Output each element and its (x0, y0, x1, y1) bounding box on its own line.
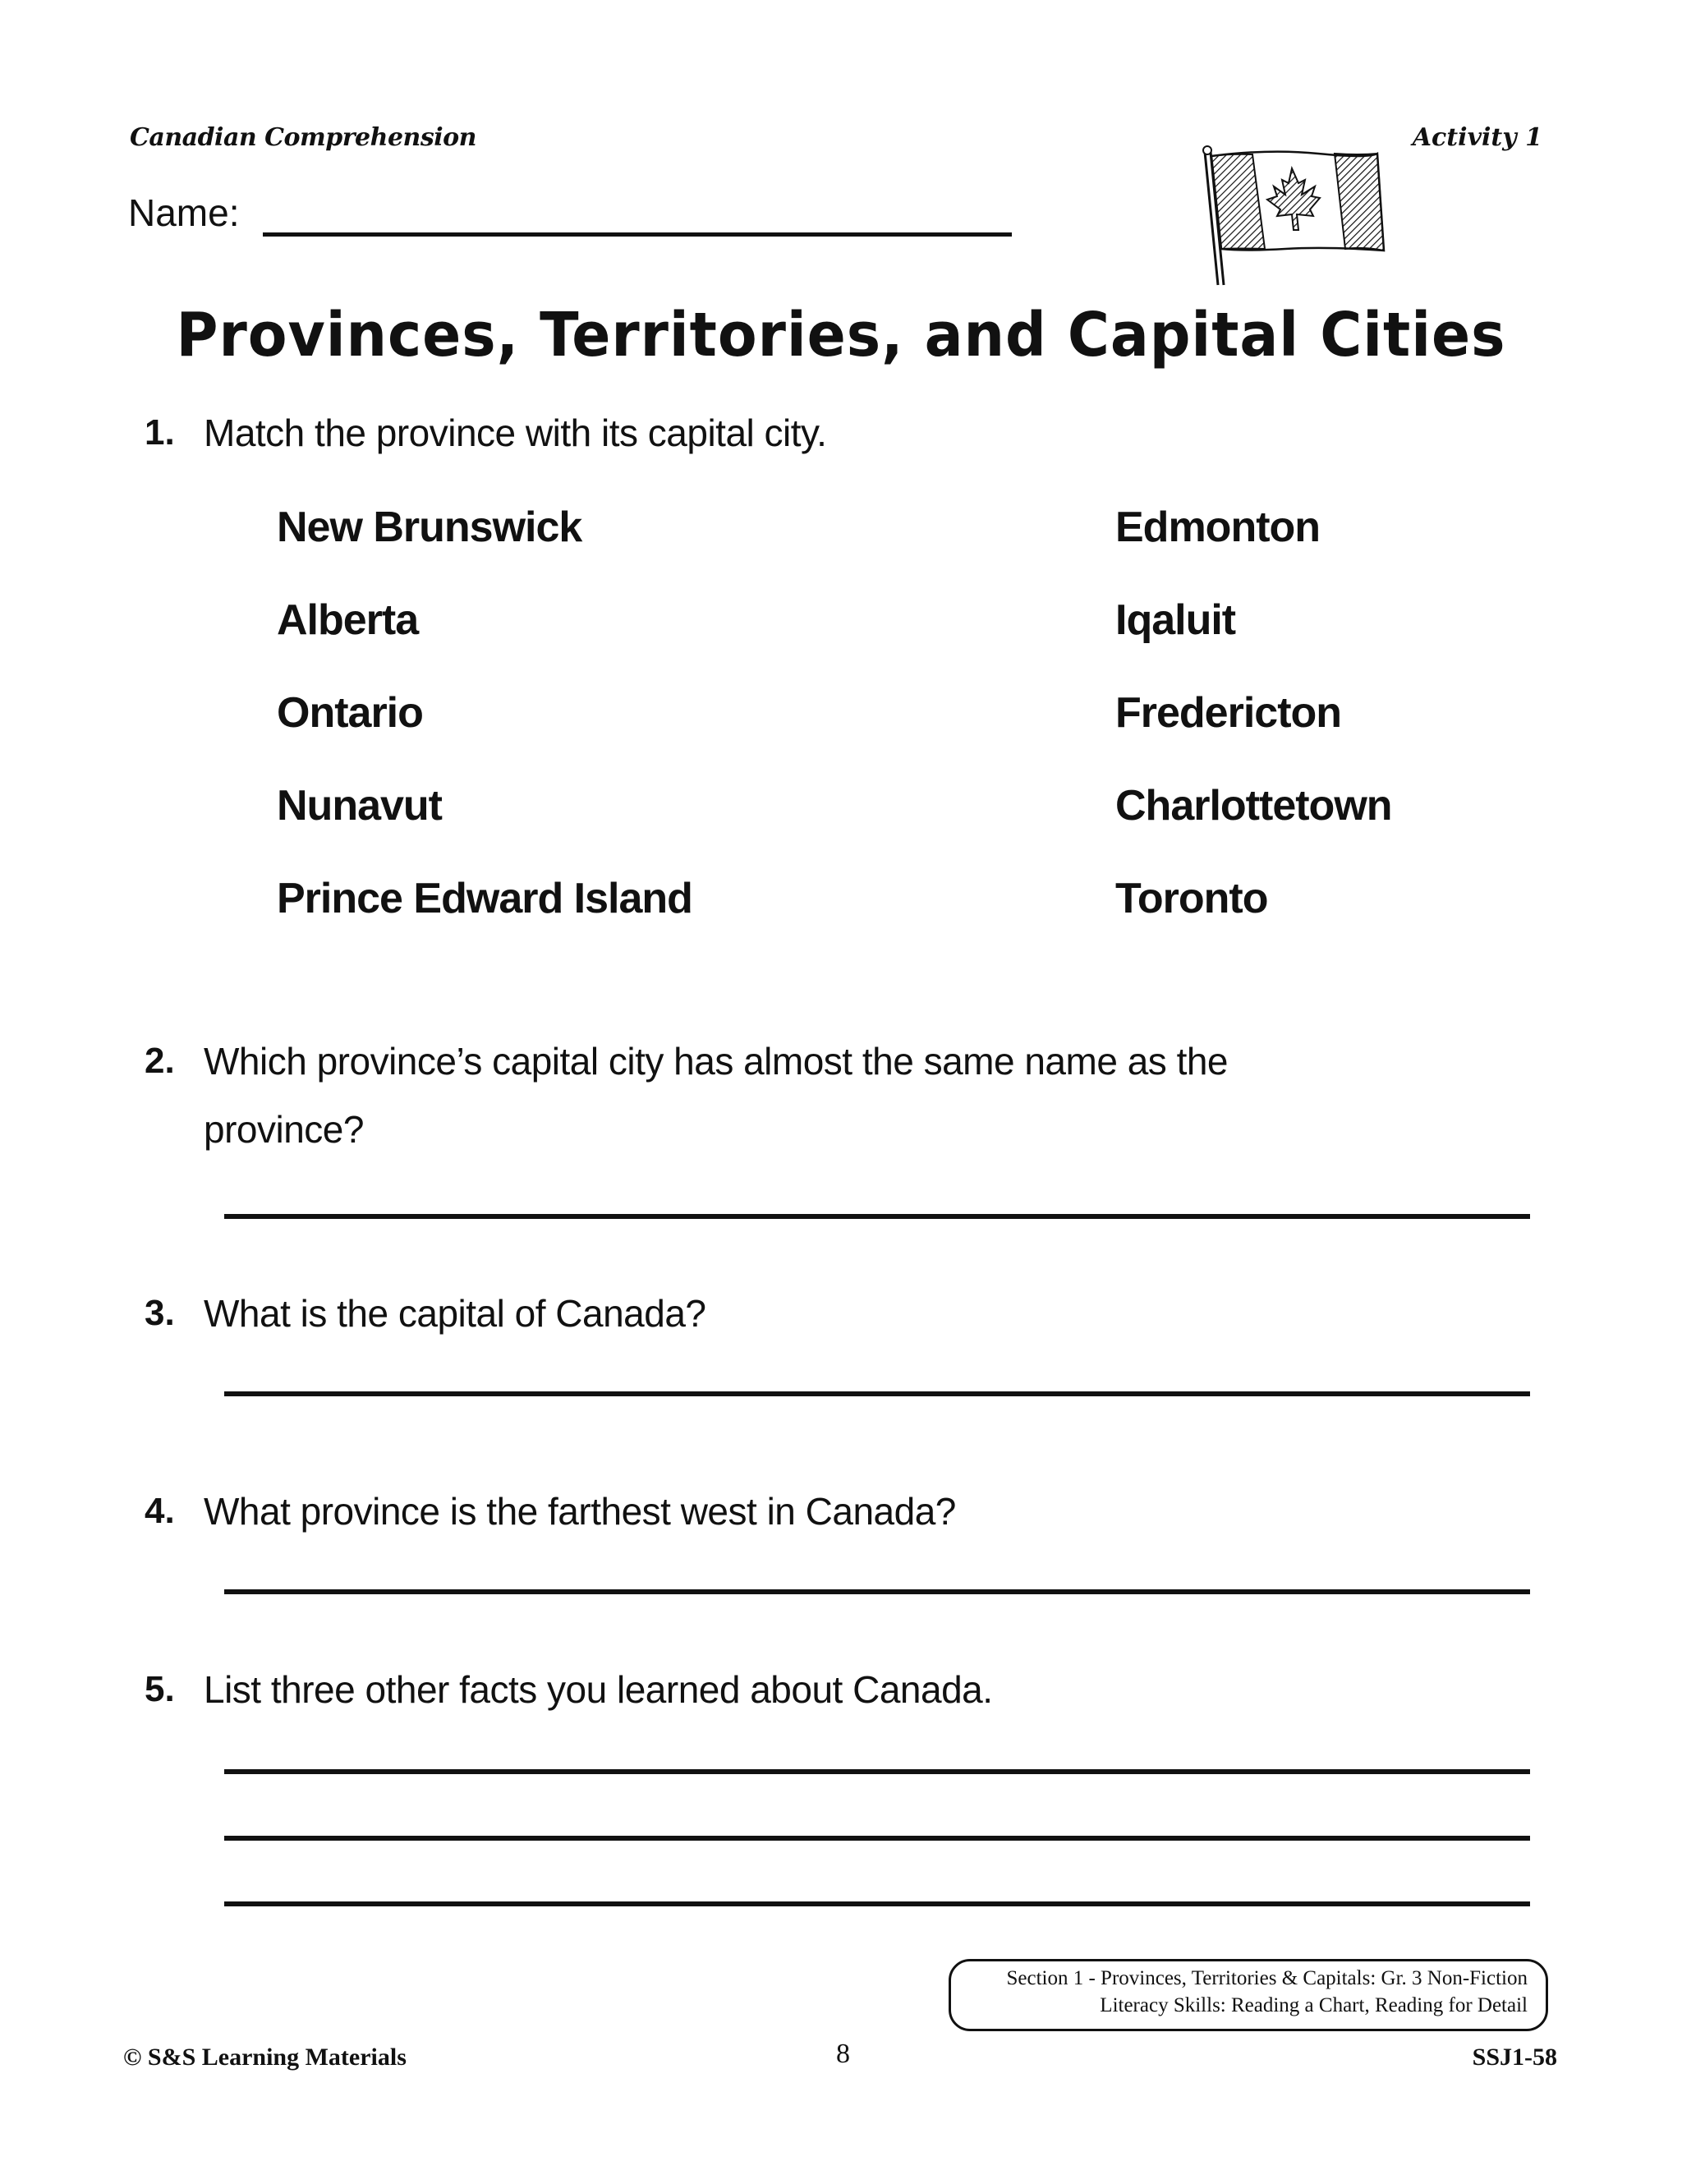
province-item: Prince Edward Island (277, 875, 692, 922)
question-4-number: 4. (145, 1491, 175, 1531)
section-info-line1: Section 1 - Provinces, Territories & Capitals: Gr. 3 Non-Fiction (1006, 1967, 1528, 1989)
activity-label: Activity 1 (1412, 123, 1542, 152)
answer-line-q4[interactable] (224, 1589, 1530, 1594)
section-info-line2: Literacy Skills: Reading a Chart, Reading for Detail (1100, 1994, 1528, 2016)
question-1-text: Match the province with its capital city. (204, 412, 827, 454)
capital-item: Fredericton (1115, 689, 1342, 737)
page-title: Provinces, Territories, and Capital Cities (176, 300, 1506, 370)
question-2-text-line1: Which province’s capital city has almost the same name as the (204, 1040, 1229, 1083)
capital-item: Edmonton (1115, 503, 1321, 551)
capital-item: Charlottetown (1115, 782, 1392, 830)
answer-line-q5-2[interactable] (224, 1836, 1530, 1841)
name-field-line[interactable] (263, 232, 1012, 237)
product-code: SSJ1-58 (1472, 2044, 1557, 2071)
capital-item: Toronto (1115, 875, 1268, 922)
answer-line-q5-1[interactable] (224, 1769, 1530, 1774)
canadian-flag-icon (1195, 144, 1392, 287)
question-5-text: List three other facts you learned about Canada. (204, 1668, 993, 1711)
section-info-box (949, 1959, 1548, 2031)
question-4-text: What province is the farthest west in Canada? (204, 1490, 956, 1533)
copyright: © S&S Learning Materials (123, 2044, 407, 2071)
question-3-text: What is the capital of Canada? (204, 1292, 706, 1335)
name-label: Name: (128, 191, 240, 234)
series-title: Canadian Comprehension (130, 123, 476, 152)
answer-line-q5-3[interactable] (224, 1901, 1530, 1906)
answer-line-q2[interactable] (224, 1214, 1530, 1219)
question-2-number: 2. (145, 1041, 175, 1081)
page-number: 8 (836, 2039, 850, 2069)
capital-item: Iqaluit (1115, 596, 1236, 644)
province-item: Alberta (277, 596, 419, 644)
question-2-text-line2: province? (204, 1108, 364, 1151)
province-item: Nunavut (277, 782, 442, 830)
province-item: Ontario (277, 689, 423, 737)
question-1-number: 1. (145, 412, 175, 453)
question-3-number: 3. (145, 1293, 175, 1333)
answer-line-q3[interactable] (224, 1391, 1530, 1396)
province-item: New Brunswick (277, 503, 582, 551)
question-5-number: 5. (145, 1669, 175, 1709)
